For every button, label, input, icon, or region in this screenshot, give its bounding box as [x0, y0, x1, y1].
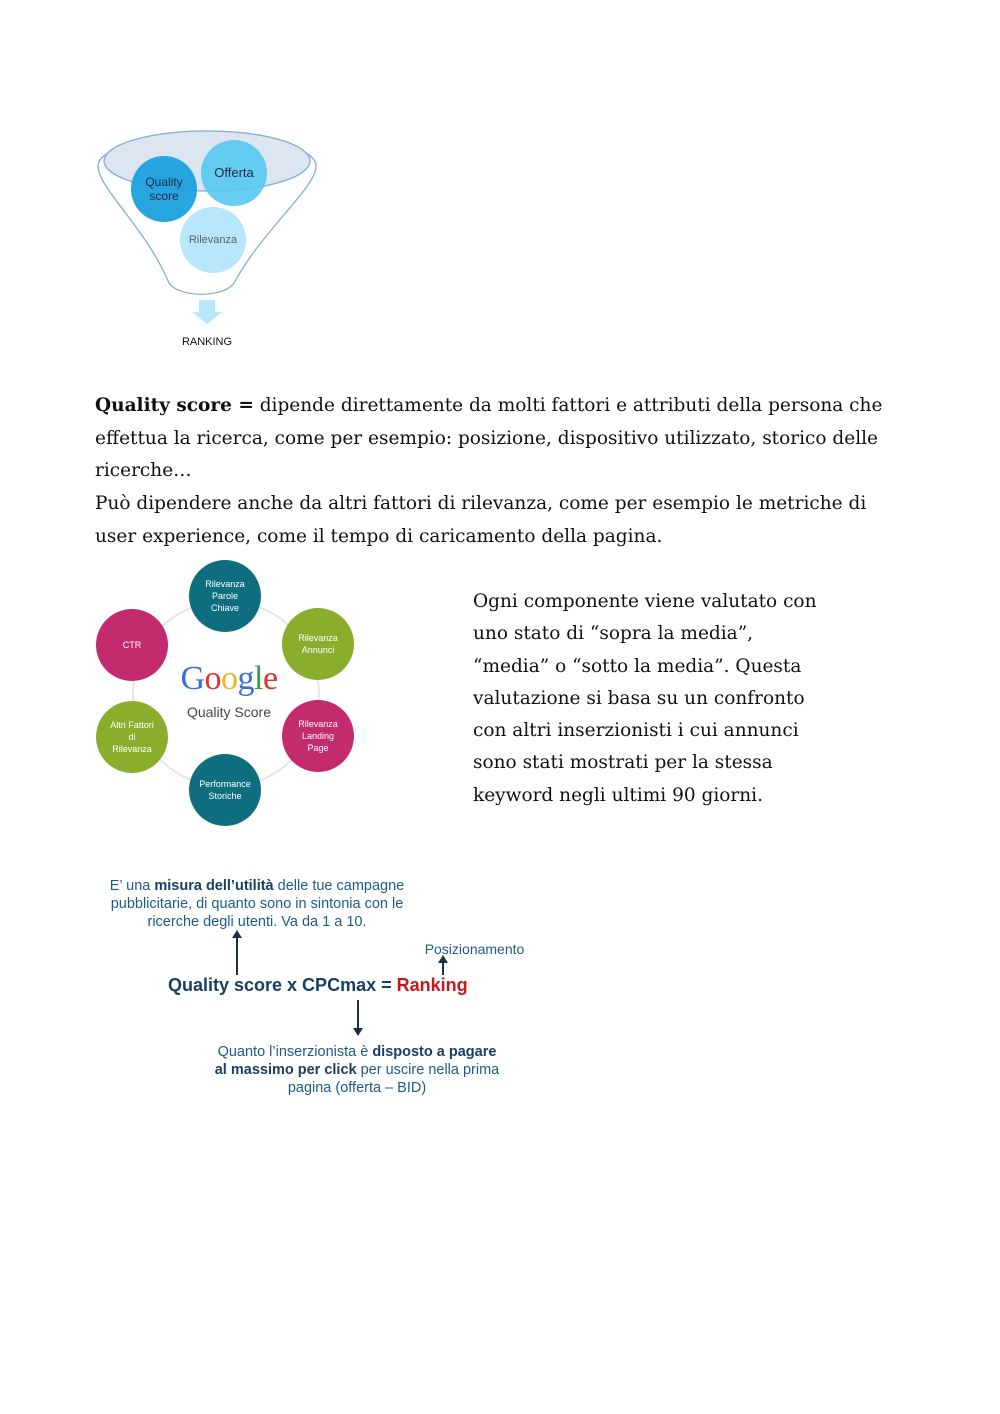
quality-score-term: Quality score = [95, 395, 254, 416]
google-letter-4: g [237, 660, 254, 697]
formula-equation [168, 975, 468, 996]
node-ctr: CTR [96, 609, 168, 681]
funnel-shape [94, 118, 324, 328]
funnel-diagram [94, 118, 324, 358]
formula-top-note-prefix: E’ una [109, 878, 155, 894]
formula-equation-left: Quality score x CPCmax = [168, 975, 397, 995]
google-letter-6: e [262, 660, 278, 697]
node-rilevanza-annunci: Rilevanza Annunci [282, 608, 354, 680]
arrow-down-cpcmax [357, 1000, 359, 1029]
evaluation-paragraph: Ogni componente viene valutato con uno stato di “sopra la media”, “media” o “sotto la media”. Questa valutazione si basa su un confronto con altri inserzionisti i cui annunci sono stati mostrati per la stessa keyword negli ultimi 90 giorni. [473, 591, 817, 806]
arrow-up-quality [236, 937, 238, 975]
node-rilevanza-landing-page: Rilevanza Landing Page [282, 700, 354, 772]
google-quality-score-subtitle: Quality Score [186, 704, 272, 720]
formula-top-note-bold: misura dell’utilità [154, 878, 274, 894]
formula-bottom-note-bold: disposto a pagare al massimo per click [214, 1044, 497, 1078]
node-altri-fattori: Altri Fattori di Rilevanza [96, 701, 168, 773]
quality-score-paragraph [95, 390, 905, 488]
funnel-quality-label [134, 175, 194, 203]
google-logo [174, 660, 284, 698]
positioning-label: Posizionamento [424, 941, 525, 957]
relevance-paragraph: Può dipendere anche da altri fattori di rilevanza, come per esempio le metriche di user experience, come il tempo di caricamento della pagina. [95, 493, 867, 547]
formula-bottom-note-suffix: per uscire nella prima pagina (offerta – BID) [287, 1062, 500, 1096]
formula-bottom-note-prefix: Quanto l’inserzionista è [217, 1044, 373, 1060]
funnel-rilevanza-label: Rilevanza [188, 234, 238, 246]
google-letter-2: o [204, 660, 221, 697]
formula-top-note [92, 877, 422, 931]
arrow-up-positioning [442, 962, 444, 975]
google-letter-3: o [221, 660, 238, 697]
formula-top-note-suffix: delle tue campagne pubblicitarie, di quanto sono in sintonia con le ricerche degli utenti. Va da 1 a 10. [110, 878, 405, 930]
google-quality-score-diagram [94, 556, 364, 831]
funnel-quality-line1: Quality [145, 175, 183, 189]
formula-equation-ranking: Ranking [396, 975, 468, 995]
formula-bottom-note [212, 1043, 502, 1097]
funnel-offerta-label: Offerta [214, 165, 254, 180]
node-rilevanza-parole-chiave: Rilevanza Parole Chiave [189, 560, 261, 632]
google-letter-5: l [254, 660, 263, 697]
funnel-ranking-label: RANKING [181, 336, 233, 348]
quality-score-definition: dipende direttamente da molti fattori e attributi della persona che effettua la ricerca, come per esempio: posizione, dispositivo utilizzato, storico delle ricerche… [95, 395, 883, 481]
google-letter-1: G [180, 660, 205, 697]
node-performance-storiche: Performance Storiche [189, 754, 261, 826]
funnel-quality-line2: score [149, 189, 179, 203]
